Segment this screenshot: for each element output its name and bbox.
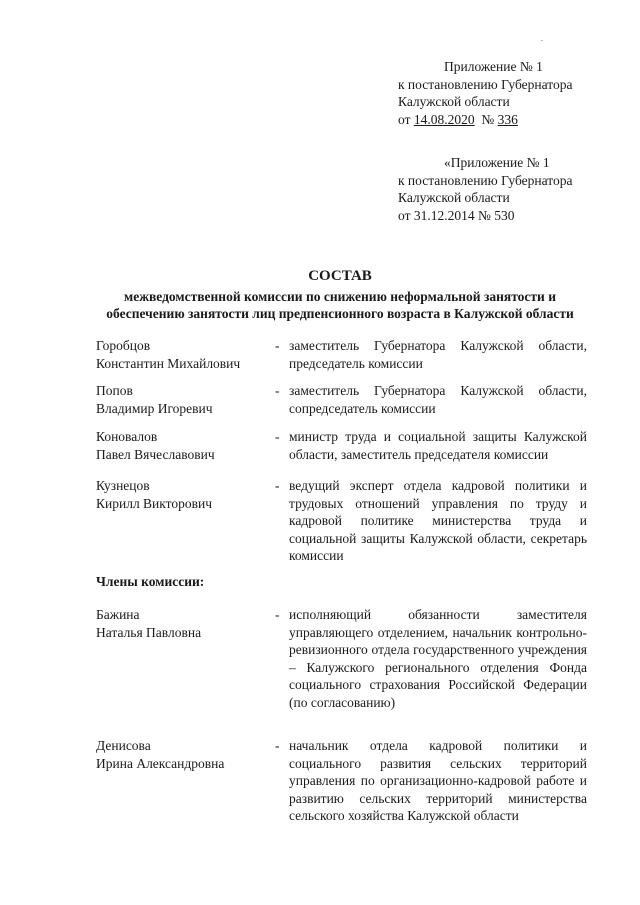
person-name — [96, 606, 276, 641]
members-heading: Члены комиссии: — [96, 574, 205, 589]
person-role: министр труда и социальной защиты Калужской области, заместитель председателя комиссии — [289, 429, 587, 462]
appendix-number: 336 — [497, 111, 518, 127]
number-prefix: № — [474, 111, 498, 127]
surname: Горобцов — [96, 338, 151, 353]
person-name — [96, 477, 276, 512]
original-appendix-title: «Приложение № 1 — [444, 155, 550, 170]
given-names: Константин Михайлович — [96, 355, 241, 371]
surname: Кузнецов — [96, 478, 150, 493]
surname: Коновалов — [96, 429, 158, 444]
appendix-region-line: Калужской области — [398, 94, 510, 109]
appendix-title: Приложение № 1 — [444, 59, 543, 74]
person-role: заместитель Губернатора Калужской области, сопредседатель комиссии — [289, 383, 587, 416]
surname: Денисова — [96, 738, 151, 753]
original-date-line: от 31.12.2014 № 530 — [398, 207, 515, 223]
given-names: Кирилл Викторович — [96, 495, 213, 511]
person-name — [96, 428, 276, 463]
dash: - — [275, 478, 280, 493]
given-names: Ирина Александровна — [96, 755, 225, 771]
dash: - — [275, 338, 280, 353]
date-prefix: от — [398, 111, 414, 127]
dash: - — [275, 383, 280, 398]
title-subline-2: обеспечению занятости лиц предпенсионного возраста в Калужской области — [106, 306, 574, 321]
dash: - — [275, 607, 280, 622]
appendix-current-header — [398, 58, 572, 128]
person-name — [96, 382, 276, 417]
given-names: Павел Вячеславович — [96, 446, 215, 462]
scan-mark — [541, 40, 543, 41]
person-role: заместитель Губернатора Калужской области, председатель комиссии — [289, 338, 587, 371]
original-decree-line: к постановлению Губернатора — [398, 172, 573, 188]
person-role: начальник отдела кадровой политики и социального развития сельских территорий управления по организационно-кадровой работе и развитию сельских территорий министерства сельского хозяйства Калужской области — [289, 738, 587, 823]
person-name — [96, 737, 276, 772]
surname: Попов — [96, 383, 133, 398]
original-region-line: Калужской области — [398, 190, 510, 205]
title-heading: СОСТАВ — [308, 268, 372, 284]
title-subline-1: межведомственной комиссии по снижению неформальной занятости и — [124, 288, 556, 304]
person-role: ведущий эксперт отдела кадровой политики и трудовых отношений управления по труду и кадровой политике министерства труда и социальной защиты Калужской области, секретарь комиссии — [289, 478, 587, 563]
appendix-original-header — [398, 154, 572, 224]
surname: Бажина — [96, 607, 140, 622]
dash: - — [275, 429, 280, 444]
document-title — [90, 268, 590, 323]
appendix-date: 14.08.2020 — [413, 111, 475, 127]
appendix-decree-line: к постановлению Губернатора — [398, 76, 573, 92]
person-role: исполняющий обязанности заместителя управляющего отделением, начальник контрольно-ревизионного отдела государственного учреждения – Калужского регионального отделения Фонда социального страхования Российской Федерации (по согласованию) — [289, 607, 587, 710]
dash: - — [275, 738, 280, 753]
given-names: Наталья Павловна — [96, 624, 202, 640]
person-name — [96, 337, 276, 372]
given-names: Владимир Игоревич — [96, 400, 213, 416]
appendix-date-line — [398, 111, 572, 129]
